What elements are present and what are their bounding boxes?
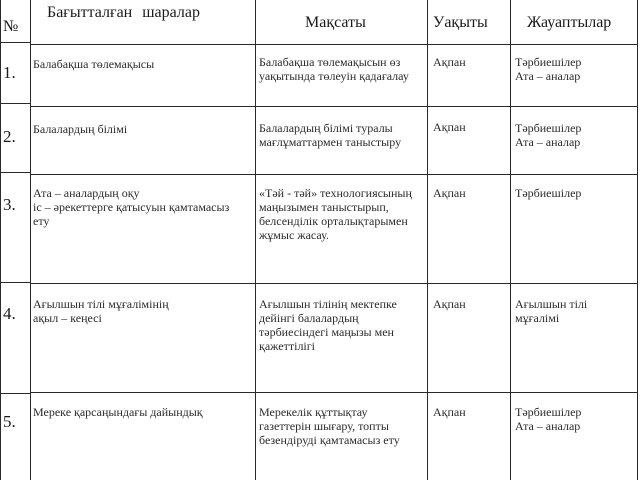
row-goal: «Тәй - тәй» технологиясының маңызымен таныстырып, белсенділік орталықтарымен жұмыс жасау. xyxy=(259,186,412,242)
row-measure: Ағылшын тілі мұғалімінің ақыл – кеңесі xyxy=(33,297,169,325)
row-time: Ақпан xyxy=(433,405,466,419)
row-responsible: Тәрбиешілер Ата – аналар xyxy=(515,121,582,149)
row-responsible: Ағылшын тілі мұғалімі xyxy=(515,297,588,325)
row-goal: Мерекелік құттықтау газеттерін шығару, топты безендіруді қамтамасыз ету xyxy=(259,405,400,447)
row-number: 1. xyxy=(3,63,16,82)
row-time: Ақпан xyxy=(433,120,466,134)
header-no: № xyxy=(3,18,19,35)
row-time: Ақпан xyxy=(433,297,466,311)
row-measure: Балалардың білімі xyxy=(33,122,128,136)
row-measure: Ата – аналардың оқу іс – әрекеттерге қатысуын қамтамасыз ету xyxy=(33,186,230,228)
row-time: Ақпан xyxy=(433,186,466,200)
row-number: 4. xyxy=(3,304,16,323)
header-goal: Мақсаты xyxy=(305,14,366,31)
row-measure: Мереке қарсаңындағы дайындық xyxy=(33,405,203,419)
row-measure: Балабақша төлемақысы xyxy=(33,57,155,71)
row-time: Ақпан xyxy=(433,55,466,69)
row-goal: Балабақша төлемақысын өз уақытында төлеуін қадағалау xyxy=(259,55,409,83)
row-number: 2. xyxy=(3,127,16,146)
header-measures: Бағытталған шаралар xyxy=(47,4,200,21)
row-responsible: Тәрбиешілер Ата – аналар xyxy=(515,405,582,433)
row-responsible: Тәрбиешілер xyxy=(515,186,582,200)
row-number: 5. xyxy=(3,412,16,431)
row-responsible: Тәрбиешілер Ата – аналар xyxy=(515,55,582,83)
header-responsible: Жауаптылар xyxy=(527,14,612,31)
row-goal: Балалардың білімі туралы мағлұматтармен таныстыру xyxy=(259,121,402,149)
row-number: 3. xyxy=(3,195,16,214)
header-time: Уақыты xyxy=(433,14,488,31)
row-goal: Ағылшын тілінің мектепке дейінгі балалардың тәрбиесіндегі маңызы мен қажеттілігі xyxy=(259,297,397,353)
